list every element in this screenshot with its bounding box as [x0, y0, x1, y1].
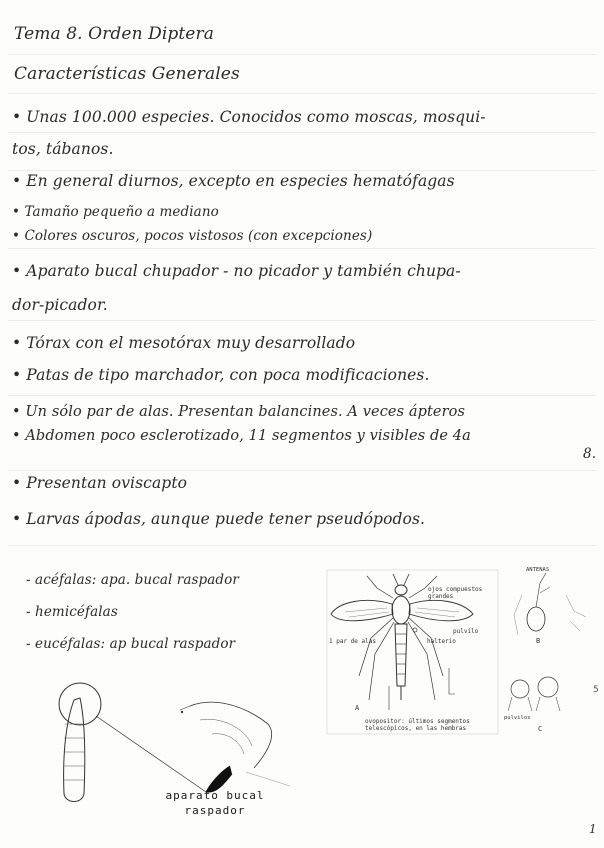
rule-line: [8, 545, 596, 546]
label-antennae: ANTENAS: [526, 567, 550, 573]
rule-line: [8, 248, 596, 249]
mouthpart-caption: aparato bucal raspador: [165, 789, 265, 817]
list-item: • En general diurnos, excepto en especies hematófagas: [12, 172, 455, 190]
margin-mark: 5: [593, 685, 599, 695]
diptera-diagram: [325, 568, 500, 738]
label-c: C: [538, 725, 543, 733]
larva-type: - eucéfalas: ap bucal raspador: [26, 636, 236, 652]
rule-line: [8, 54, 596, 55]
larva-diagram: [40, 676, 330, 826]
label-a: A: [355, 704, 360, 712]
rule-line: [8, 320, 596, 321]
page-number: 1: [589, 822, 597, 836]
rule-line: [8, 395, 596, 396]
label-b: B: [536, 637, 541, 645]
label-halter: halterio: [427, 638, 456, 645]
antennae-illustration: [500, 565, 592, 737]
list-item: dor-picador.: [12, 296, 108, 314]
rule-line: [8, 470, 596, 471]
list-item: • Un sólo par de alas. Presentan balancines. A veces ápteros: [12, 404, 465, 420]
page-title: Tema 8. Orden Diptera: [14, 24, 214, 44]
label-pulvilo: pulvilo: [453, 628, 479, 635]
ovipositor-caption: ovopositor: últimos segmentos telescópicos, en las hembras: [365, 718, 470, 732]
list-item: • Abdomen poco esclerotizado, 11 segmentos y visibles de 4a: [12, 428, 471, 444]
antennae-diagram: [500, 565, 592, 737]
larva-type: - acéfalas: apa. bucal raspador: [26, 572, 239, 588]
list-item: • Presentan oviscapto: [12, 474, 188, 492]
rule-line: [8, 93, 596, 94]
rule-line: [8, 170, 596, 171]
list-item: • Colores oscuros, pocos vistosos (con excepciones): [12, 228, 373, 244]
label-pulvilos: pulvilos: [504, 715, 531, 721]
list-item: • Tórax con el mesotórax muy desarrollado: [12, 334, 356, 352]
list-item: 8.: [583, 446, 597, 462]
rule-line: [8, 132, 596, 133]
list-item: • Unas 100.000 especies. Conocidos como moscas, mosqui-: [12, 108, 486, 126]
list-item: • Patas de tipo marchador, con poca modificaciones.: [12, 366, 430, 384]
label-eyes: ojos compuestos grandes: [428, 586, 483, 600]
list-item: tos, tábanos.: [12, 140, 114, 158]
list-item: • Tamaño pequeño a mediano: [12, 204, 219, 220]
label-wings: 1 par de alas: [329, 638, 376, 645]
list-item: • Aparato bucal chupador - no picador y también chupa-: [12, 262, 461, 280]
list-item: • Larvas ápodas, aunque puede tener pseudópodos.: [12, 510, 426, 528]
larva-type: - hemicéfalas: [26, 604, 118, 620]
section-heading: Características Generales: [14, 64, 240, 84]
